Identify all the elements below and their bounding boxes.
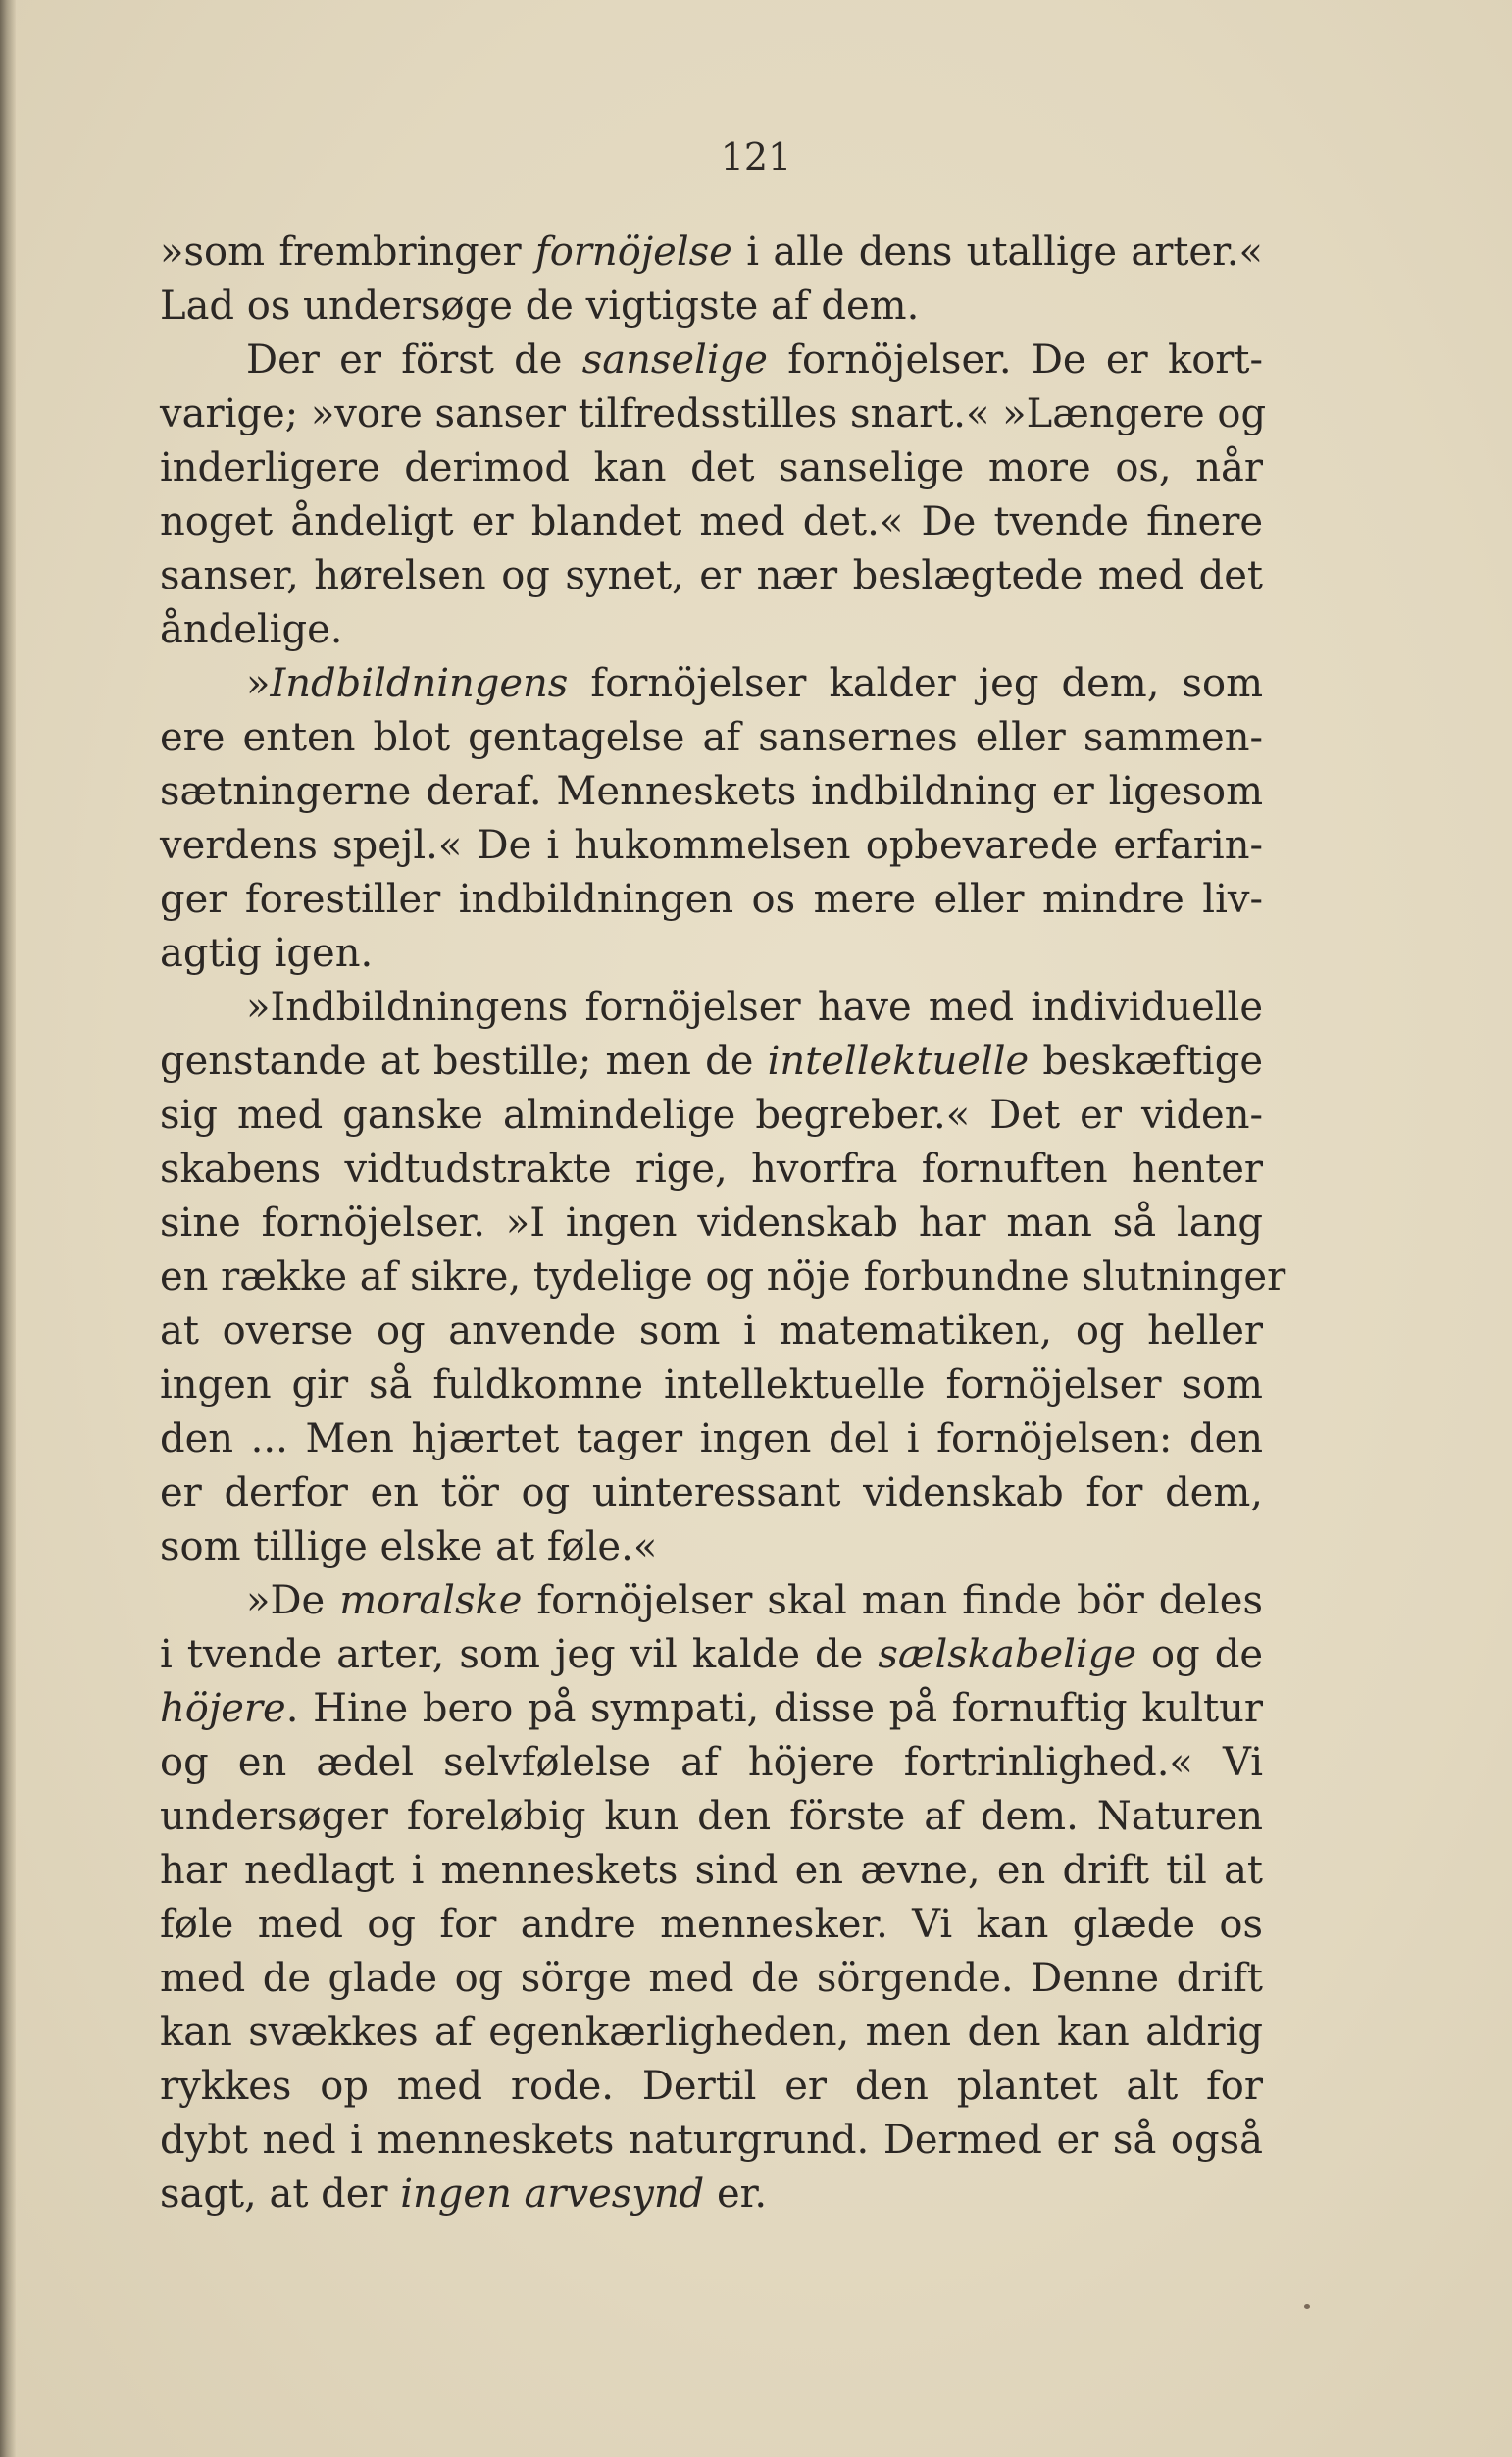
text-line xyxy=(160,2168,1263,2222)
text-line xyxy=(160,2006,1263,2060)
text-run: at overse og anvende som i matematiken, og heller xyxy=(160,1308,1263,1354)
italic-phrase: ingen arvesynd xyxy=(400,2172,705,2217)
text-line xyxy=(160,333,1263,387)
text-line xyxy=(160,1736,1263,1790)
text-run: har nedlagt i menneskets sind en ævne, en drift til at xyxy=(160,1848,1263,1893)
italic-phrase: intellektuelle xyxy=(767,1039,1030,1084)
text-run: ingen gir så fuldkomne intellektuelle fornöjelser som xyxy=(160,1362,1263,1408)
text-line xyxy=(160,1251,1286,1305)
text-run: er. xyxy=(704,2172,768,2217)
text-run: skabens vidtudstrakte rige, hvorfra fornuften henter xyxy=(160,1147,1263,1192)
body-text xyxy=(160,226,1286,2222)
text-run: »De xyxy=(246,1578,340,1623)
text-line xyxy=(160,1089,1263,1143)
text-run: agtig igen. xyxy=(160,931,374,976)
text-run: sanser, hørelsen og synet, er nær beslægtede med det xyxy=(160,553,1263,598)
text-line xyxy=(160,1143,1263,1197)
text-run: sagt, at der xyxy=(160,2172,401,2217)
text-run: genstande at bestille; men de xyxy=(160,1039,768,1084)
text-run: beskæftige xyxy=(1029,1039,1263,1084)
text-line xyxy=(160,1520,1263,1574)
text-run: i alle dens utallige arter.« xyxy=(731,230,1263,275)
text-line xyxy=(160,981,1263,1035)
text-run: »Indbildningens fornöjelser have med individuelle xyxy=(246,985,1263,1030)
text-run: ere enten blot gentagelse af sansernes eller sammen- xyxy=(160,715,1263,760)
text-run: Der er först de xyxy=(246,337,582,383)
text-run: føle med og for andre mennesker. Vi kan glæde os xyxy=(160,1902,1263,1947)
text-line xyxy=(160,1574,1263,1628)
text-line xyxy=(160,2114,1263,2168)
text-run: »som frembringer xyxy=(160,230,535,275)
text-run: den ... Men hjærtet tager ingen del i fornöjelsen: den xyxy=(160,1416,1263,1461)
text-line xyxy=(160,819,1263,873)
text-line xyxy=(160,657,1263,711)
text-run: med de glade og sörge med de sörgende. Denne drift xyxy=(160,1956,1263,2001)
text-run: varige; »vore sanser tilfredsstilles snart.« »Længere og xyxy=(160,391,1267,436)
text-line xyxy=(160,1305,1263,1358)
text-run: og en ædel selvfølelse af höjere fortrinlighed.« Vi xyxy=(160,1740,1263,1785)
text-line xyxy=(160,927,1263,981)
binding-edge xyxy=(0,0,16,2457)
text-line xyxy=(160,1844,1263,1898)
text-run: Lad os undersøge de vigtigste af dem. xyxy=(160,283,920,329)
text-line xyxy=(160,1628,1263,1682)
text-line xyxy=(160,1898,1263,1952)
text-run: . Hine bero på sympati, disse på fornuftig kultur xyxy=(285,1686,1263,1731)
text-run: verdens spejl.« De i hukommelsen opbevarede erfarin- xyxy=(160,823,1263,868)
italic-phrase: fornöjelse xyxy=(534,230,732,275)
text-run: en række af sikre, tydelige og nöje forbundne slutninger xyxy=(160,1254,1286,1300)
text-run: og de xyxy=(1135,1632,1263,1677)
text-run: som tillige elske at føle.« xyxy=(160,1524,658,1569)
text-line xyxy=(160,387,1267,441)
text-line xyxy=(160,495,1263,549)
text-line xyxy=(160,280,1263,333)
text-run: fornöjelser. De er kort- xyxy=(767,337,1263,383)
text-run: noget åndeligt er blandet med det.« De tvende finere xyxy=(160,499,1263,544)
text-line xyxy=(160,603,1263,657)
text-line xyxy=(160,873,1263,927)
italic-phrase: sælskabelige xyxy=(878,1632,1136,1677)
text-run: sig med ganske almindelige begreber.« Det er viden- xyxy=(160,1093,1263,1138)
text-line xyxy=(160,711,1263,765)
italic-phrase: moralske xyxy=(339,1578,523,1623)
text-run: » xyxy=(246,661,271,706)
text-line xyxy=(160,1035,1263,1089)
text-line xyxy=(160,765,1263,819)
text-run: sine fornöjelser. »I ingen videnskab har man så lang xyxy=(160,1201,1263,1246)
text-run: er derfor en tör og uinteressant videnskab for dem, xyxy=(160,1470,1263,1515)
text-line xyxy=(160,1466,1263,1520)
paper-speck xyxy=(1304,2304,1310,2309)
italic-phrase: höjere xyxy=(160,1686,286,1731)
italic-phrase: sanselige xyxy=(581,337,768,383)
text-line xyxy=(160,1412,1263,1466)
text-line xyxy=(160,2060,1263,2114)
text-line xyxy=(160,441,1263,495)
text-line xyxy=(160,226,1263,280)
text-line xyxy=(160,1358,1263,1412)
text-line xyxy=(160,1952,1263,2006)
text-run: dybt ned i menneskets naturgrund. Dermed er så også xyxy=(160,2118,1263,2163)
text-line xyxy=(160,1790,1263,1844)
text-run: sætningerne deraf. Menneskets indbildning er ligesom xyxy=(160,769,1263,814)
text-run: i tvende arter, som jeg vil kalde de xyxy=(160,1632,879,1677)
text-line xyxy=(160,1682,1263,1736)
text-line xyxy=(160,1197,1263,1251)
text-run: fornöjelser kalder jeg dem, som xyxy=(568,661,1263,706)
italic-phrase: Indbildningens xyxy=(270,661,569,706)
text-run: undersøger foreløbig kun den förste af dem. Naturen xyxy=(160,1794,1263,1839)
text-run: åndelige. xyxy=(160,607,343,652)
text-run: fornöjelser skal man finde bör deles xyxy=(522,1578,1263,1623)
text-run: kan svækkes af egenkærligheden, men den kan aldrig xyxy=(160,2010,1263,2055)
text-run: ger forestiller indbildningen os mere eller mindre liv- xyxy=(160,877,1263,922)
text-line xyxy=(160,549,1263,603)
text-run: rykkes op med rode. Dertil er den plantet alt for xyxy=(160,2064,1263,2109)
text-run: inderligere derimod kan det sanselige more os, når xyxy=(160,445,1263,490)
page-number: 121 xyxy=(720,135,792,179)
